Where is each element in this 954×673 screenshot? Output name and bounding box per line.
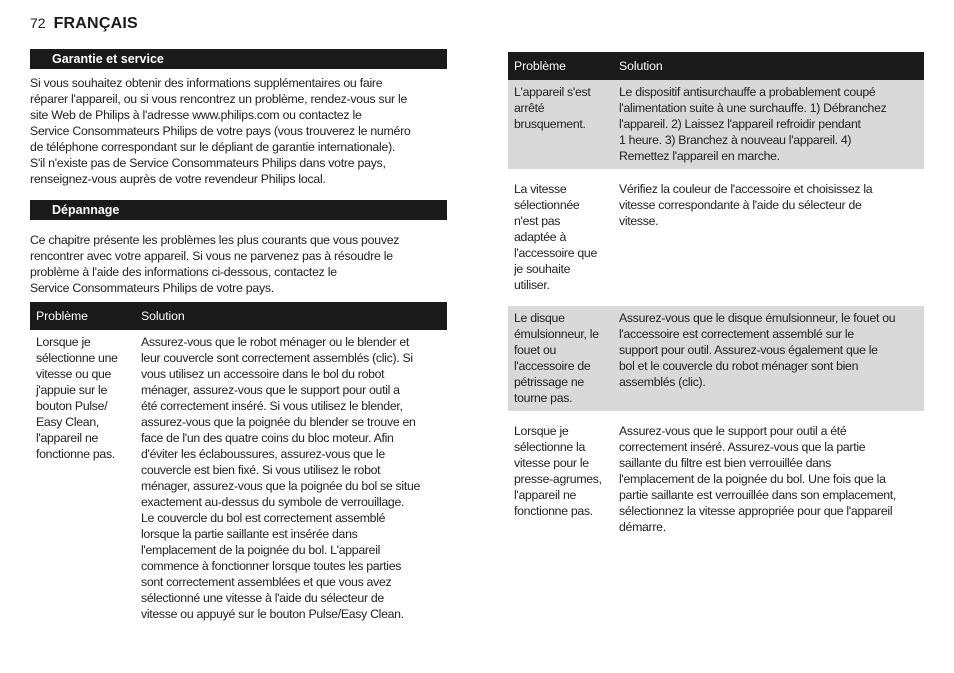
text-line: assemblés (clic). [619,375,706,389]
warranty-paragraph [30,75,447,187]
text-line: l'appareil ne [36,431,99,445]
text-line: leur couvercle sont correctement assemblés (clic). Si [141,351,413,365]
text-line: sélectionnez la vitesse appropriée pour que l'appareil [619,504,893,518]
table-header-row [508,52,924,80]
text-line: ménager, assurez-vous que le support pour outil a [141,383,400,397]
text-line: La vitesse [514,182,567,196]
text-line: j'appuie sur le [36,383,107,397]
text-line: utiliser. [514,278,550,292]
text-line: Assurez-vous que le support pour outil a été [619,424,847,438]
text-line: bol et le couvercle du robot ménager sont bien [619,359,859,373]
troubleshooting-paragraph [30,232,447,296]
table-row [508,302,924,415]
text-line: brusquement. [514,117,586,131]
text-line: Si vous souhaitez obtenir des informations supplémentaires ou faire [30,76,383,90]
problem-cell [508,173,613,302]
solution-cell [613,80,924,173]
text-line: vitesse correspondante à l'aide du sélecteur de [619,198,862,212]
text-line: l'appareil. 2) Laissez l'appareil refroidir pendant [619,117,861,131]
text-line: l'appareil ne [514,488,577,502]
section-title-warranty: Garantie et service [30,49,447,69]
text-line: l'accessoire est correctement assemblé sur le [619,327,854,341]
text-line: rencontrer avec votre appareil. Si vous ne parvenez pas à résoudre le [30,249,393,263]
text-line: été correctement inséré. Si vous utilisez le blender, [141,399,403,413]
text-line: L'appareil s'est [514,85,591,99]
header-problem: Problème [30,302,135,330]
text-line: l'emplacement de la poignée du bol. L'appareil [141,543,381,557]
header-solution: Solution [135,302,447,330]
text-line: arrêté [514,101,545,115]
text-line: de téléphone correspondant sur le dépliant de garantie internationale). [30,140,396,154]
text-line: assurez-vous que la poignée du blender se trouve en [141,415,416,429]
text-line: S'il n'existe pas de Service Consommateurs Philips dans votre pays, [30,156,386,170]
text-line: Ce chapitre présente les problèmes les plus courants que vous pouvez [30,233,400,247]
text-line: d'éviter les éclaboussures, assurez-vous que le [141,447,385,461]
text-line: sélectionne la [514,440,585,454]
section-title-troubleshooting: Dépannage [30,200,447,220]
text-line: bouton Pulse/ [36,399,108,413]
problem-cell [508,415,613,540]
right-column [508,52,924,540]
text-line: Service Consommateurs Philips de votre pays. [30,281,274,295]
text-line: Le couvercle du bol est correctement assemblé [141,511,386,525]
text-line: saillante du filtre est bien verrouillée dans [619,456,832,470]
solution-cell [613,173,924,302]
text-line: site Web de Philips à l'adresse www.philips.com ou contactez le [30,108,362,122]
text-line: Le dispositif antisurchauffe a probablement coupé [619,85,876,99]
table-row [508,80,924,173]
text-line: fouet ou [514,343,557,357]
solution-cell [613,415,924,540]
text-line: renseignez-vous auprès de votre revendeur Philips local. [30,172,326,186]
text-line: couvercle est bien fixé. Si vous utilisez le robot [141,463,381,477]
text-line: 1 heure. 3) Branchez à nouveau l'appareil. 4) [619,133,852,147]
text-line: commence à fonctionner lorsque toutes les parties [141,559,402,573]
text-line: Service Consommateurs Philips de votre pays (vous trouverez le numéro [30,124,411,138]
text-line: l'accessoire de [514,359,591,373]
text-line: vitesse pour le [514,456,589,470]
text-line: sont correctement assemblées et que vous avez [141,575,392,589]
text-line: face de l'un des quatre coins du bloc moteur. Afin [141,431,394,445]
text-line: Remettez l'appareil en marche. [619,149,780,163]
text-line: fonctionne pas. [36,447,115,461]
text-line: l'accessoire que [514,246,597,260]
left-column [30,49,447,627]
troubleshooting-table-right [508,52,924,540]
text-line: support pour outil. Assurez-vous également que le [619,343,878,357]
text-line: fonctionne pas. [514,504,593,518]
text-line: démarre. [619,520,666,534]
text-line: adaptée à [514,230,567,244]
text-line: correctement inséré. Assurez-vous que la partie [619,440,866,454]
language-title: FRANÇAIS [53,15,138,32]
text-line: presse-agrumes, [514,472,602,486]
table-row [508,415,924,540]
text-line: je souhaite [514,262,571,276]
problem-cell [30,330,135,627]
solution-cell [613,302,924,415]
page-header [30,15,138,37]
text-line: vitesse ou que [36,367,112,381]
text-line: Vérifiez la couleur de l'accessoire et choisissez la [619,182,873,196]
text-line: Assurez-vous que le disque émulsionneur, le fouet ou [619,311,896,325]
text-line: problème à l'aide des informations ci-dessous, contactez le [30,265,337,279]
table-row [30,330,447,627]
page-number: 72 [30,15,46,31]
text-line: sélectionné une vitesse à l'aide du sélecteur de [141,591,384,605]
text-line: lorsque la partie saillante est insérée dans [141,527,358,541]
text-line: vous utilisez un accessoire dans le bol du robot [141,367,385,381]
text-line: Le disque [514,311,565,325]
text-line: l'alimentation suite à une surchauffe. 1) Débranchez [619,101,887,115]
text-line: tourne pas. [514,391,573,405]
text-line: Lorsque je [514,424,569,438]
table-row [508,173,924,302]
text-line: vitesse ou appuyé sur le bouton Pulse/Easy Clean. [141,607,404,621]
problem-cell [508,80,613,173]
text-line: sélectionne une [36,351,118,365]
text-line: Easy Clean, [36,415,100,429]
troubleshooting-table-left [30,302,447,627]
text-line: sélectionnée [514,198,580,212]
text-line: réparer l'appareil, ou si vous rencontrez un problème, rendez-vous sur le [30,92,408,106]
header-problem: Problème [508,52,613,80]
text-line: exactement au-dessus du symbole de verrouillage. [141,495,405,509]
text-line: n'est pas [514,214,561,228]
text-line: ménager, assurez-vous que la poignée du bol se situe [141,479,421,493]
text-line: partie saillante est verrouillée dans son emplacement, [619,488,897,502]
text-line: vitesse. [619,214,659,228]
text-line: pétrissage ne [514,375,584,389]
problem-cell [508,302,613,415]
table-header-row [30,302,447,330]
solution-cell [135,330,447,627]
text-line: émulsionneur, le [514,327,599,341]
text-line: Assurez-vous que le robot ménager ou le blender et [141,335,409,349]
text-line: l'emplacement de la poignée du bol. Une fois que la [619,472,886,486]
header-solution: Solution [613,52,924,80]
text-line: Lorsque je [36,335,91,349]
